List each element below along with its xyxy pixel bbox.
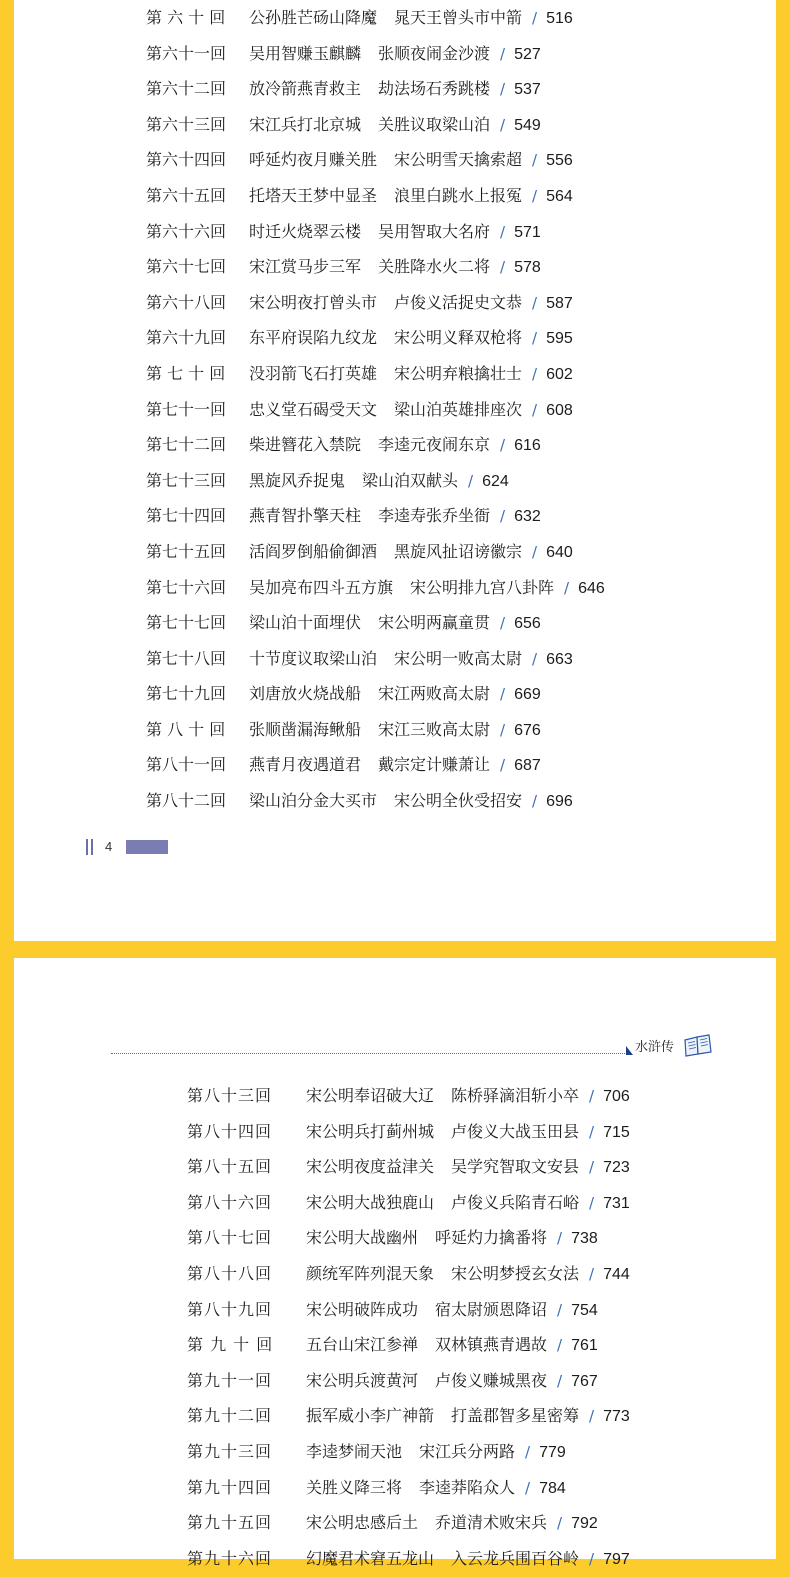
chapter-number: 第七十一回 (146, 399, 227, 419)
toc-entry (187, 1505, 630, 1541)
page-number: 564 (546, 187, 573, 205)
page-number: 779 (539, 1443, 566, 1461)
page-number: 646 (578, 579, 605, 597)
chapter-title-second-line: 吴用智取大名府 (378, 221, 491, 241)
separator-slash: / (500, 115, 506, 134)
page-number: 797 (603, 1550, 630, 1568)
chapter-number: 第七十六回 (146, 577, 227, 597)
chapter-title-second-line: 浪里白跳水上报冤 (394, 185, 523, 205)
bottom-page (14, 958, 776, 1568)
separator-slash: / (589, 1122, 595, 1141)
chapter-title-first-line: 梁山泊分金大买市 (249, 791, 378, 811)
toc-entry (146, 641, 605, 677)
chapter-title-first-line: 宋公明兵打蓟州城 (306, 1121, 435, 1141)
chapter-number: 第八十二回 (146, 791, 227, 811)
chapter-number: 第八十六回 (187, 1192, 273, 1212)
chapter-title-first-line: 时迁火烧翠云楼 (249, 221, 362, 241)
separator-slash: / (564, 578, 570, 597)
chapter-number: 第 六 十 回 (146, 8, 226, 27)
page-number: 608 (546, 401, 573, 419)
page-number: 549 (514, 116, 541, 134)
chapter-title-second-line: 宋江兵分两路 (419, 1441, 516, 1461)
page-number: 516 (546, 10, 573, 27)
toc-entry (187, 1149, 630, 1185)
table-of-contents-top (146, 0, 605, 819)
separator-slash: / (589, 1264, 595, 1283)
page-number: 744 (603, 1265, 630, 1283)
separator-slash: / (500, 44, 506, 63)
toc-entry (146, 178, 605, 214)
toc-entry (146, 676, 605, 712)
page-number: 640 (546, 543, 573, 561)
separator-slash: / (589, 1087, 595, 1105)
chapter-title-first-line: 十节度议取梁山泊 (249, 648, 378, 668)
page-number: 696 (546, 793, 573, 811)
chapter-number: 第 九 十 回 (187, 1335, 274, 1355)
chapter-title-second-line: 宿太尉颁恩降诏 (435, 1299, 548, 1319)
page-number: 767 (571, 1372, 598, 1390)
chapter-title-second-line: 宋公明一败高太尉 (394, 648, 523, 668)
toc-entry (146, 142, 605, 178)
toc-entry (146, 534, 605, 570)
chapter-title-first-line: 吴加亮布四斗五方旗 (249, 577, 394, 597)
chapter-title-first-line: 燕青智扑擎天柱 (249, 506, 362, 526)
chapter-title-second-line: 张顺夜闹金沙渡 (378, 43, 491, 63)
separator-slash: / (532, 792, 538, 811)
chapter-number: 第九十一回 (187, 1370, 273, 1390)
chapter-title-first-line: 宋公明大战幽州 (306, 1228, 419, 1248)
separator-slash: / (525, 1478, 531, 1497)
page-number: 731 (603, 1194, 630, 1212)
chapter-title-second-line: 卢俊义赚城黑夜 (435, 1370, 548, 1390)
chapter-title-second-line: 宋公明排九宫八卦阵 (410, 577, 555, 597)
page-number: 773 (603, 1408, 630, 1426)
chapter-title-second-line: 宋公明两赢童贯 (378, 613, 491, 633)
toc-entry (146, 107, 605, 143)
separator-slash: / (532, 293, 538, 312)
chapter-number: 第七十七回 (146, 613, 227, 633)
page-number: 669 (514, 686, 541, 704)
chapter-number: 第七十九回 (146, 684, 227, 704)
chapter-number: 第七十三回 (146, 470, 227, 490)
chapter-title-first-line: 五台山宋江参禅 (306, 1335, 419, 1355)
separator-slash: / (589, 1158, 595, 1177)
chapter-title-first-line: 李逵梦闹天池 (306, 1441, 403, 1461)
chapter-number: 第六十四回 (146, 150, 227, 170)
running-header-title: 水浒传 (635, 1040, 675, 1055)
separator-slash: / (532, 400, 538, 419)
chapter-title-first-line: 呼延灼夜月赚关胜 (249, 150, 378, 170)
header-triangle-icon (626, 1046, 633, 1055)
separator-slash: / (500, 222, 506, 241)
chapter-title-second-line: 卢俊义活捉史文恭 (394, 292, 523, 312)
toc-entry (187, 1114, 630, 1150)
chapter-title-first-line: 宋江兵打北京城 (249, 114, 362, 134)
toc-entry (187, 1327, 630, 1363)
chapter-title-first-line: 宋公明破阵成功 (306, 1299, 419, 1319)
page-number: 602 (546, 365, 573, 383)
page-number: 527 (514, 45, 541, 63)
chapter-number: 第八十八回 (187, 1263, 273, 1283)
page-number: 784 (539, 1479, 566, 1497)
chapter-title-second-line: 关胜降水火二将 (378, 257, 491, 277)
chapter-number: 第六十九回 (146, 328, 227, 348)
chapter-title-first-line: 没羽箭飞石打英雄 (249, 363, 378, 383)
chapter-title-first-line: 宋公明夜度益津关 (306, 1157, 435, 1177)
chapter-title-first-line: 梁山泊十面埋伏 (249, 613, 362, 633)
chapter-title-first-line: 宋公明大战独鹿山 (306, 1192, 435, 1212)
chapter-title-first-line: 吴用智赚玉麒麟 (249, 43, 362, 63)
chapter-number: 第九十三回 (187, 1441, 273, 1461)
toc-entry (146, 605, 605, 641)
chapter-title-first-line: 活阎罗倒船偷御酒 (249, 541, 378, 561)
chapter-title-first-line: 宋公明夜打曾头市 (249, 292, 378, 312)
page-number: 616 (514, 437, 541, 455)
page-number: 537 (514, 81, 541, 99)
toc-entry (187, 1398, 630, 1434)
chapter-title-second-line: 晁天王曾头市中箭 (394, 8, 523, 27)
chapter-title-second-line: 李逵寿张乔坐衙 (378, 506, 491, 526)
page-number: 738 (571, 1230, 598, 1248)
page-number: 578 (514, 259, 541, 277)
separator-slash: / (500, 507, 506, 526)
page-number: 556 (546, 152, 573, 170)
separator-slash: / (589, 1193, 595, 1212)
chapter-number: 第八十一回 (146, 755, 227, 775)
chapter-title-second-line: 吴学究智取文安县 (451, 1157, 580, 1177)
page-number: 571 (514, 223, 541, 241)
chapter-number: 第七十八回 (146, 648, 227, 668)
chapter-title-second-line: 乔道清术败宋兵 (435, 1513, 548, 1533)
page-number: 687 (514, 757, 541, 775)
toc-entry (187, 1220, 630, 1256)
toc-entry (187, 1292, 630, 1328)
toc-entry (146, 320, 605, 356)
toc-entry (146, 783, 605, 819)
separator-slash: / (532, 151, 538, 170)
chapter-number: 第九十四回 (187, 1477, 273, 1497)
chapter-number: 第六十二回 (146, 79, 227, 99)
page-number: 761 (571, 1337, 598, 1355)
toc-entry (187, 1541, 630, 1577)
chapter-title-first-line: 公孙胜芒砀山降魔 (249, 8, 378, 27)
separator-slash: / (532, 186, 538, 205)
chapter-number: 第 八 十 回 (146, 719, 226, 739)
toc-entry (146, 71, 605, 107)
chapter-title-first-line: 宋江赏马步三军 (249, 257, 362, 277)
separator-slash: / (500, 756, 506, 775)
top-page (14, 0, 776, 941)
chapter-title-second-line: 宋公明义释双枪将 (394, 328, 523, 348)
chapter-title-first-line: 张顺凿漏海鳅船 (249, 719, 362, 739)
page-number: 624 (482, 472, 509, 490)
page-number: 754 (571, 1301, 598, 1319)
page-number: 632 (514, 508, 541, 526)
chapter-title-second-line: 打盖郡智多星密筹 (451, 1406, 580, 1426)
toc-entry (146, 356, 605, 392)
chapter-title-second-line: 双林镇燕青遇故 (435, 1335, 548, 1355)
chapter-title-second-line: 入云龙兵围百谷岭 (451, 1548, 580, 1568)
chapter-title-second-line: 呼延灼力擒番将 (435, 1228, 548, 1248)
page-number: 723 (603, 1159, 630, 1177)
chapter-number: 第六十七回 (146, 257, 227, 277)
chapter-title-first-line: 刘唐放火烧战船 (249, 684, 362, 704)
chapter-number: 第九十五回 (187, 1513, 273, 1533)
separator-slash: / (557, 1514, 563, 1533)
chapter-title-first-line: 关胜义降三将 (306, 1477, 403, 1497)
chapter-number: 第七十四回 (146, 506, 227, 526)
separator-slash: / (500, 258, 506, 277)
table-of-contents-bottom (187, 1078, 630, 1576)
chapter-number: 第八十四回 (187, 1121, 273, 1141)
chapter-number: 第六十一回 (146, 43, 227, 63)
chapter-number: 第九十六回 (187, 1548, 273, 1568)
chapter-title-second-line: 黑旋风扯诏谤徽宗 (394, 541, 523, 561)
page-number: 656 (514, 615, 541, 633)
separator-slash: / (532, 649, 538, 668)
toc-entry (146, 214, 605, 250)
separator-slash: / (557, 1371, 563, 1390)
chapter-title-first-line: 托塔天王梦中显圣 (249, 185, 378, 205)
separator-slash: / (500, 80, 506, 99)
chapter-title-second-line: 宋公明全伙受招安 (394, 791, 523, 811)
toc-entry (146, 392, 605, 428)
chapter-number: 第 七 十 回 (146, 363, 226, 383)
chapter-number: 第八十五回 (187, 1157, 273, 1177)
page-number: 792 (571, 1515, 598, 1533)
chapter-title-first-line: 燕青月夜遇道君 (249, 755, 362, 775)
chapter-title-second-line: 李逵莽陷众人 (419, 1477, 516, 1497)
toc-entry (146, 427, 605, 463)
chapter-number: 第六十八回 (146, 292, 227, 312)
toc-entry (146, 712, 605, 748)
toc-entry (187, 1470, 630, 1506)
chapter-number: 第六十五回 (146, 185, 227, 205)
chapter-number: 第八十七回 (187, 1228, 273, 1248)
chapter-title-second-line: 梁山泊双献头 (362, 470, 459, 490)
separator-slash: / (500, 685, 506, 704)
separator-slash: / (557, 1300, 563, 1319)
toc-entry (146, 249, 605, 285)
chapter-title-second-line: 劫法场石秀跳楼 (378, 79, 491, 99)
chapter-title-second-line: 关胜议取梁山泊 (378, 114, 491, 134)
chapter-title-first-line: 宋公明兵渡黄河 (306, 1370, 419, 1390)
separator-slash: / (557, 1229, 563, 1248)
toc-entry (146, 0, 605, 36)
chapter-title-first-line: 宋公明奉诏破大辽 (306, 1086, 435, 1105)
toc-entry (146, 285, 605, 321)
header-dotted-line (111, 1053, 631, 1054)
chapter-number: 第八十三回 (187, 1086, 273, 1105)
toc-entry (187, 1363, 630, 1399)
chapter-title-first-line: 放冷箭燕青救主 (249, 79, 362, 99)
chapter-title-second-line: 梁山泊英雄排座次 (394, 399, 523, 419)
chapter-title-second-line: 卢俊义兵陷青石峪 (451, 1192, 580, 1212)
chapter-title-second-line: 宋公明梦授玄女法 (451, 1263, 580, 1283)
toc-entry (146, 570, 605, 606)
chapter-number: 第八十九回 (187, 1299, 273, 1319)
chapter-number: 第七十二回 (146, 435, 227, 455)
page-number: 595 (546, 330, 573, 348)
separator-slash: / (532, 329, 538, 348)
toc-entry (146, 463, 605, 499)
separator-slash: / (532, 542, 538, 561)
chapter-title-first-line: 颜统军阵列混天象 (306, 1263, 435, 1283)
page-number: 715 (603, 1123, 630, 1141)
toc-entry (187, 1078, 630, 1114)
separator-slash: / (468, 471, 474, 490)
page-number: 706 (603, 1088, 630, 1105)
separator-slash: / (557, 1336, 563, 1355)
separator-slash: / (500, 720, 506, 739)
separator-slash: / (532, 9, 538, 27)
page-number: 676 (514, 721, 541, 739)
open-book-icon (683, 1034, 713, 1058)
chapter-title-first-line: 振军威小李广神箭 (306, 1406, 435, 1426)
chapter-title-second-line: 戴宗定计赚萧让 (378, 755, 491, 775)
chapter-title-first-line: 柴进簪花入禁院 (249, 435, 362, 455)
toc-entry (187, 1434, 630, 1470)
separator-slash: / (589, 1407, 595, 1426)
chapter-number: 第六十六回 (146, 221, 227, 241)
footer-bars-icon (86, 839, 94, 855)
footer-color-block (126, 840, 168, 854)
chapter-title-second-line: 陈桥驿滴泪斩小卒 (451, 1086, 580, 1105)
chapter-title-second-line: 宋公明雪天擒索超 (394, 150, 523, 170)
separator-slash: / (525, 1442, 531, 1461)
separator-slash: / (532, 364, 538, 383)
toc-entry (146, 498, 605, 534)
toc-entry (146, 747, 605, 783)
toc-entry (146, 36, 605, 72)
chapter-title-second-line: 宋江两败高太尉 (378, 684, 491, 704)
chapter-number: 第七十五回 (146, 541, 227, 561)
chapter-number: 第九十二回 (187, 1406, 273, 1426)
toc-entry (187, 1185, 630, 1221)
page-number: 587 (546, 294, 573, 312)
chapter-title-second-line: 李逵元夜闹东京 (378, 435, 491, 455)
chapter-title-first-line: 幻魔君术窘五龙山 (306, 1548, 435, 1568)
chapter-title-first-line: 宋公明忠感后土 (306, 1513, 419, 1533)
chapter-title-second-line: 宋公明弃粮擒壮士 (394, 363, 523, 383)
chapter-number: 第六十三回 (146, 114, 227, 134)
chapter-title-second-line: 宋江三败高太尉 (378, 719, 491, 739)
chapter-title-first-line: 忠义堂石碣受天文 (249, 399, 378, 419)
chapter-title-first-line: 东平府误陷九纹龙 (249, 328, 378, 348)
toc-entry (187, 1256, 630, 1292)
separator-slash: / (500, 436, 506, 455)
separator-slash: / (589, 1549, 595, 1568)
separator-slash: / (500, 614, 506, 633)
chapter-title-second-line: 卢俊义大战玉田县 (451, 1121, 580, 1141)
chapter-title-first-line: 黑旋风乔捉鬼 (249, 470, 346, 490)
footer-page-number: 4 (105, 839, 113, 854)
page-number: 663 (546, 650, 573, 668)
